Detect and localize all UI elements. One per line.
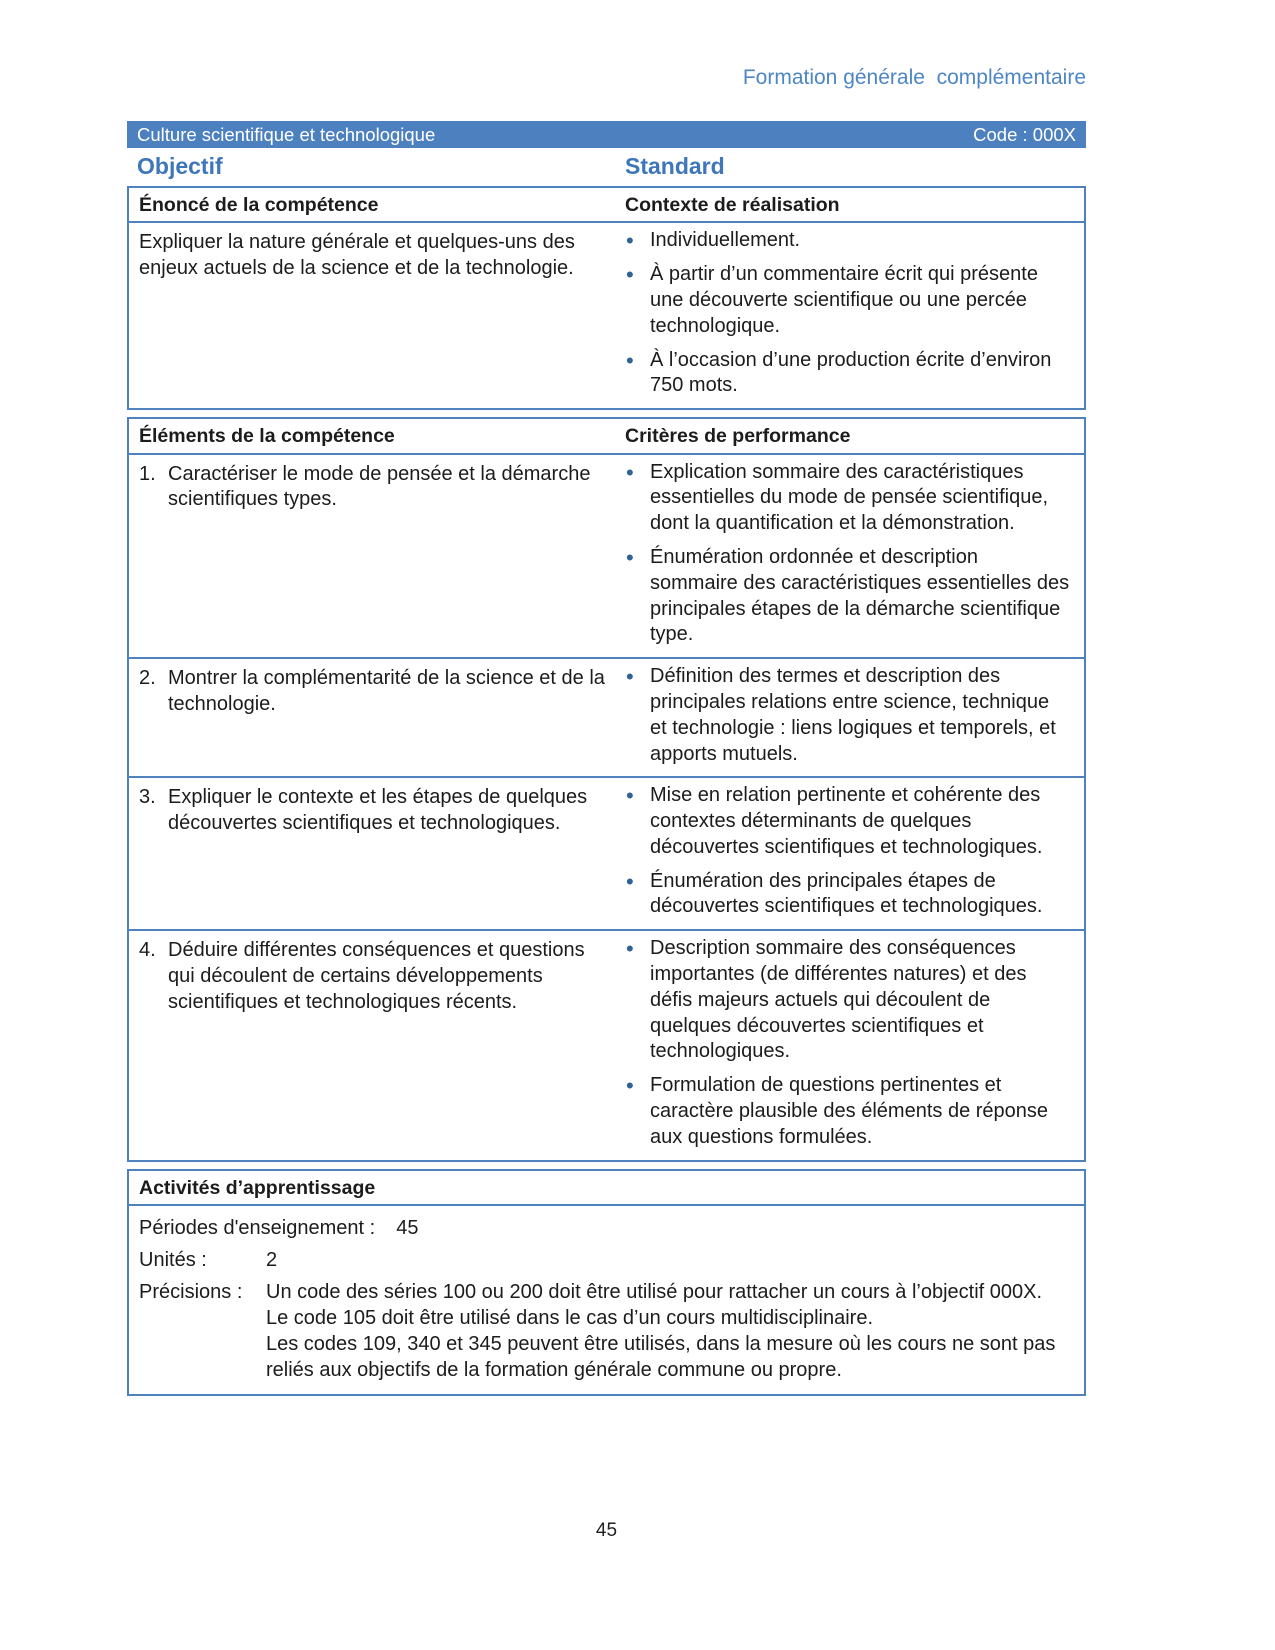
- element-cell: [129, 455, 615, 658]
- contexte-bullet-list: [615, 223, 1084, 408]
- competence-row: [129, 455, 1084, 658]
- criteria-bullet-list: [615, 931, 1084, 1159]
- precisions-label: Précisions :: [139, 1281, 243, 1304]
- bullet-item: • Individuellement.: [615, 228, 1070, 254]
- element-cell: [129, 931, 615, 1159]
- element-text: Caractériser le mode de pensée et la démarche scientifiques types.: [168, 462, 591, 511]
- units-label: Unités :: [139, 1249, 207, 1272]
- precision-line: Les codes 109, 340 et 345 peuvent être utilisés, dans la mesure où les cours ne sont pas reliés aux objectifs de la formation générale commune ou propre.: [266, 1333, 1056, 1382]
- elements-table: [127, 417, 1086, 1162]
- column-titles: [127, 153, 1086, 180]
- precision-line: Un code des séries 100 ou 200 doit être utilisé pour rattacher un cours à l’objectif 000X.: [266, 1281, 1043, 1304]
- bullet-item: • Formulation de questions pertinentes et caractère plausible des éléments de réponse aux questions formulées.: [615, 1073, 1070, 1150]
- activities-table: [127, 1169, 1086, 1396]
- section-label: Formation générale complémentaire: [742, 66, 1086, 89]
- element-cell: [129, 659, 615, 776]
- periods-row: [139, 1215, 1074, 1241]
- contexte-header-cell: Contexte de réalisation: [625, 194, 840, 216]
- precisions-text: [266, 1279, 1074, 1383]
- element-number: 3.: [139, 786, 156, 809]
- element-text: Expliquer le contexte et les étapes de quelques découvertes scientifiques et technologiques.: [168, 786, 588, 835]
- enonce-table-body: [129, 223, 1084, 408]
- units-row: [139, 1247, 1074, 1273]
- bullet-item: • Énumération ordonnée et description sommaire des caractéristiques essentielles des principales étapes de la démarche scientifique type.: [615, 545, 1070, 648]
- bullet-item: • Description sommaire des conséquences importantes (de différentes natures) et des défis majeurs actuels qui découlent de quelques découvertes scientifiques et technologiques.: [615, 936, 1070, 1065]
- element-text: Déduire différentes conséquences et questions qui découlent de certains développements scientifiques et technologiques récents.: [168, 939, 585, 1013]
- activities-body: [129, 1206, 1084, 1394]
- banner-code: Code : 000X: [973, 123, 1076, 145]
- elements-table-header: [129, 419, 1084, 454]
- banner-title: Culture scientifique et technologique: [137, 123, 436, 145]
- criteria-bullet-list: [615, 659, 1084, 776]
- objectif-heading: Objectif: [137, 153, 223, 179]
- bullet-item: • Explication sommaire des caractéristiques essentielles du mode de pensée scientifique, dont la quantification et la démonstration.: [615, 460, 1070, 537]
- competence-row: [129, 929, 1084, 1159]
- document-page: [127, 0, 1086, 1541]
- page-number: 45: [595, 1520, 618, 1541]
- competence-row: [129, 657, 1084, 776]
- element-cell: [129, 778, 615, 929]
- bullet-item: • Mise en relation pertinente et cohérente des contextes déterminants de quelques découvertes scientifiques et technologiques.: [615, 783, 1070, 860]
- periods-value: 45: [396, 1217, 419, 1240]
- element-text: Montrer la complémentarité de la science et de la technologie.: [168, 667, 605, 715]
- precision-line: Le code 105 doit être utilisé dans le cas d’un cours multidisciplinaire.: [266, 1307, 874, 1330]
- bullet-item: • À partir d’un commentaire écrit qui présente une découverte scientifique ou une percée technologique.: [615, 262, 1070, 339]
- category-banner: [127, 121, 1086, 148]
- element-number: 2.: [139, 667, 156, 690]
- elements-header-cell: Éléments de la compétence: [139, 425, 395, 448]
- enonce-table-header: [129, 188, 1084, 223]
- standard-heading: Standard: [625, 153, 725, 179]
- precisions-row: [139, 1279, 1074, 1383]
- competence-statement: Expliquer la nature générale et quelques-uns des enjeux actuels de la science et de la technologie.: [139, 231, 575, 280]
- periods-label: Périodes d'enseignement :: [139, 1217, 376, 1240]
- element-number: 4.: [139, 939, 156, 962]
- enonce-header-cell: Énoncé de la compétence: [139, 194, 379, 216]
- bullet-item: • Énumération des principales étapes de découvertes scientifiques et technologiques.: [615, 869, 1070, 921]
- element-number: 1.: [139, 462, 156, 485]
- competence-row: [129, 776, 1084, 929]
- elements-table-body: [129, 455, 1084, 1160]
- activities-header: Activités d’apprentissage: [129, 1171, 1084, 1206]
- criteria-bullet-list: [615, 778, 1084, 929]
- units-value: 2: [266, 1249, 278, 1272]
- criteres-header-cell: Critères de performance: [625, 425, 851, 448]
- enonce-table: [127, 186, 1086, 410]
- bullet-item: • À l’occasion d’une production écrite d’environ 750 mots.: [615, 348, 1070, 400]
- bullet-item: • Définition des termes et description des principales relations entre science, technique et technologie : liens logiques et temporels, et apports mutuels.: [615, 664, 1070, 767]
- criteria-bullet-list: [615, 455, 1084, 658]
